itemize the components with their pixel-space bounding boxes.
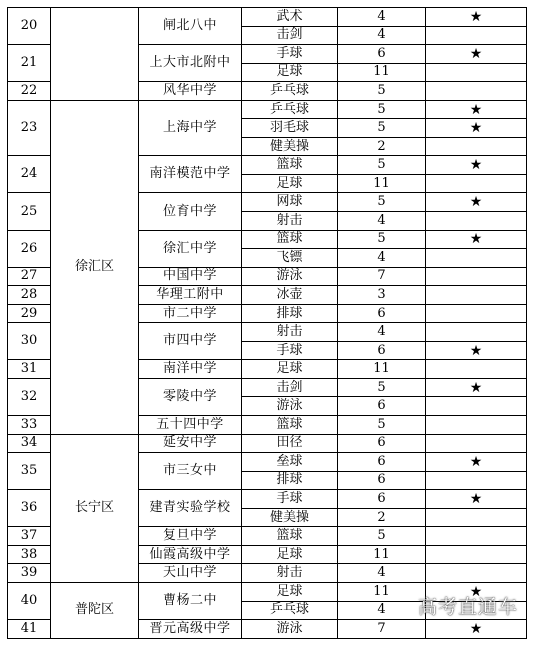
sport-name: 健美操 xyxy=(242,137,338,156)
district-name xyxy=(51,8,139,101)
quota-count: 5 xyxy=(338,416,426,435)
school-name: 位育中学 xyxy=(139,193,242,230)
sport-name: 足球 xyxy=(242,545,338,564)
sport-name: 手球 xyxy=(242,341,338,360)
row-number: 25 xyxy=(8,193,51,230)
star-mark xyxy=(426,434,527,453)
school-name: 上海中学 xyxy=(139,100,242,156)
sport-name: 垒球 xyxy=(242,453,338,472)
quota-count: 4 xyxy=(338,249,426,268)
sport-name: 足球 xyxy=(242,63,338,82)
school-name: 南洋中学 xyxy=(139,360,242,379)
quota-count: 4 xyxy=(338,323,426,342)
star-mark xyxy=(426,508,527,527)
quota-count: 6 xyxy=(338,304,426,323)
star-mark xyxy=(426,267,527,286)
quota-count: 4 xyxy=(338,601,426,620)
quota-count: 6 xyxy=(338,434,426,453)
quota-count: 5 xyxy=(338,378,426,397)
quota-count: 4 xyxy=(338,8,426,27)
sport-name: 篮球 xyxy=(242,230,338,249)
school-name: 闸北八中 xyxy=(139,8,242,45)
quota-count: 6 xyxy=(338,397,426,416)
row-number: 26 xyxy=(8,230,51,267)
sport-name: 乒乓球 xyxy=(242,100,338,119)
quota-count: 6 xyxy=(338,453,426,472)
school-name: 天山中学 xyxy=(139,564,242,583)
star-mark xyxy=(426,545,527,564)
star-mark: ★ xyxy=(426,453,527,472)
row-number: 39 xyxy=(8,564,51,583)
quota-count: 11 xyxy=(338,63,426,82)
school-name: 复旦中学 xyxy=(139,527,242,546)
sport-name: 击剑 xyxy=(242,378,338,397)
district-name: 徐汇区 xyxy=(51,100,139,434)
school-name: 建青实验学校 xyxy=(139,490,242,527)
row-number: 29 xyxy=(8,304,51,323)
row-number: 30 xyxy=(8,323,51,360)
sport-name: 射击 xyxy=(242,323,338,342)
school-name: 徐汇中学 xyxy=(139,230,242,267)
quota-count: 6 xyxy=(338,341,426,360)
star-mark xyxy=(426,564,527,583)
star-mark xyxy=(426,82,527,101)
quota-count: 4 xyxy=(338,564,426,583)
sport-name: 游泳 xyxy=(242,267,338,286)
sport-name: 篮球 xyxy=(242,156,338,175)
star-mark xyxy=(426,397,527,416)
quota-count: 6 xyxy=(338,490,426,509)
watermark-text: 高考直通车 xyxy=(417,596,518,618)
star-mark: ★ xyxy=(426,341,527,360)
sport-name: 手球 xyxy=(242,45,338,64)
star-mark: ★ xyxy=(426,8,527,27)
sport-name: 足球 xyxy=(242,582,338,601)
sport-name: 健美操 xyxy=(242,508,338,527)
school-name: 市二中学 xyxy=(139,304,242,323)
school-name: 曹杨二中 xyxy=(139,582,242,619)
school-name: 中国中学 xyxy=(139,267,242,286)
quota-count: 2 xyxy=(338,508,426,527)
row-number: 28 xyxy=(8,286,51,305)
star-mark: ★ xyxy=(426,193,527,212)
star-mark xyxy=(426,63,527,82)
star-mark xyxy=(426,323,527,342)
sport-name: 篮球 xyxy=(242,527,338,546)
school-name: 南洋模范中学 xyxy=(139,156,242,193)
school-name: 五十四中学 xyxy=(139,416,242,435)
star-mark: ★ xyxy=(426,620,527,639)
quota-count: 5 xyxy=(338,156,426,175)
row-number: 41 xyxy=(8,620,51,639)
quota-count: 5 xyxy=(338,193,426,212)
quota-count: 5 xyxy=(338,82,426,101)
row-number: 24 xyxy=(8,156,51,193)
quota-count: 11 xyxy=(338,174,426,193)
row-number: 22 xyxy=(8,82,51,101)
school-name: 上大市北附中 xyxy=(139,45,242,82)
star-mark xyxy=(426,527,527,546)
star-mark xyxy=(426,212,527,231)
row-number: 36 xyxy=(8,490,51,527)
quota-count: 11 xyxy=(338,582,426,601)
star-mark xyxy=(426,416,527,435)
school-name: 仙霞高级中学 xyxy=(139,545,242,564)
star-mark xyxy=(426,174,527,193)
star-mark xyxy=(426,26,527,45)
row-number: 20 xyxy=(8,8,51,45)
school-name: 风华中学 xyxy=(139,82,242,101)
row-number: 35 xyxy=(8,453,51,490)
star-mark xyxy=(426,304,527,323)
quota-count: 4 xyxy=(338,212,426,231)
sport-name: 足球 xyxy=(242,174,338,193)
school-name: 华理工附中 xyxy=(139,286,242,305)
school-name: 零陵中学 xyxy=(139,378,242,415)
quota-count: 7 xyxy=(338,267,426,286)
star-mark: ★ xyxy=(426,378,527,397)
quota-count: 5 xyxy=(338,527,426,546)
quota-count: 6 xyxy=(338,45,426,64)
school-name: 晋元高级中学 xyxy=(139,620,242,639)
sport-name: 排球 xyxy=(242,471,338,490)
row-number: 34 xyxy=(8,434,51,453)
sport-name: 飞镖 xyxy=(242,249,338,268)
quota-count: 5 xyxy=(338,119,426,138)
star-mark: ★ xyxy=(426,230,527,249)
star-mark xyxy=(426,286,527,305)
school-sports-table xyxy=(7,7,527,639)
row-number: 31 xyxy=(8,360,51,379)
sport-name: 网球 xyxy=(242,193,338,212)
sport-name: 篮球 xyxy=(242,416,338,435)
sport-name: 手球 xyxy=(242,490,338,509)
sport-name: 游泳 xyxy=(242,397,338,416)
star-mark xyxy=(426,471,527,490)
school-name: 延安中学 xyxy=(139,434,242,453)
sport-name: 乒乓球 xyxy=(242,82,338,101)
star-mark: ★ xyxy=(426,490,527,509)
row-number: 23 xyxy=(8,100,51,156)
table-row xyxy=(8,100,527,119)
star-mark: ★ xyxy=(426,119,527,138)
quota-count: 4 xyxy=(338,26,426,45)
row-number: 32 xyxy=(8,378,51,415)
row-number: 33 xyxy=(8,416,51,435)
sport-name: 排球 xyxy=(242,304,338,323)
row-number: 38 xyxy=(8,545,51,564)
quota-count: 5 xyxy=(338,230,426,249)
sport-name: 射击 xyxy=(242,212,338,231)
quota-count: 5 xyxy=(338,100,426,119)
row-number: 37 xyxy=(8,527,51,546)
row-number: 27 xyxy=(8,267,51,286)
quota-count: 7 xyxy=(338,620,426,639)
star-mark xyxy=(426,249,527,268)
table-row xyxy=(8,8,527,27)
row-number: 21 xyxy=(8,45,51,82)
sport-name: 田径 xyxy=(242,434,338,453)
sport-name: 射击 xyxy=(242,564,338,583)
star-mark: ★ xyxy=(426,156,527,175)
school-name: 市三女中 xyxy=(139,453,242,490)
star-mark: ★ xyxy=(426,582,527,601)
quota-count: 2 xyxy=(338,137,426,156)
star-mark: ★ xyxy=(426,100,527,119)
sport-name: 游泳 xyxy=(242,620,338,639)
sport-name: 乒乓球 xyxy=(242,601,338,620)
row-number: 40 xyxy=(8,582,51,619)
star-mark xyxy=(426,137,527,156)
sport-name: 冰壶 xyxy=(242,286,338,305)
school-name: 市四中学 xyxy=(139,323,242,360)
table-row xyxy=(8,434,527,453)
sport-name: 武术 xyxy=(242,8,338,27)
table-body xyxy=(8,8,527,639)
sport-name: 足球 xyxy=(242,360,338,379)
district-name: 普陀区 xyxy=(51,582,139,638)
star-mark: ★ xyxy=(426,45,527,64)
sport-name: 击剑 xyxy=(242,26,338,45)
quota-count: 3 xyxy=(338,286,426,305)
district-name: 长宁区 xyxy=(51,434,139,582)
quota-count: 11 xyxy=(338,360,426,379)
sport-name: 羽毛球 xyxy=(242,119,338,138)
quota-count: 6 xyxy=(338,471,426,490)
star-mark xyxy=(426,360,527,379)
quota-count: 11 xyxy=(338,545,426,564)
